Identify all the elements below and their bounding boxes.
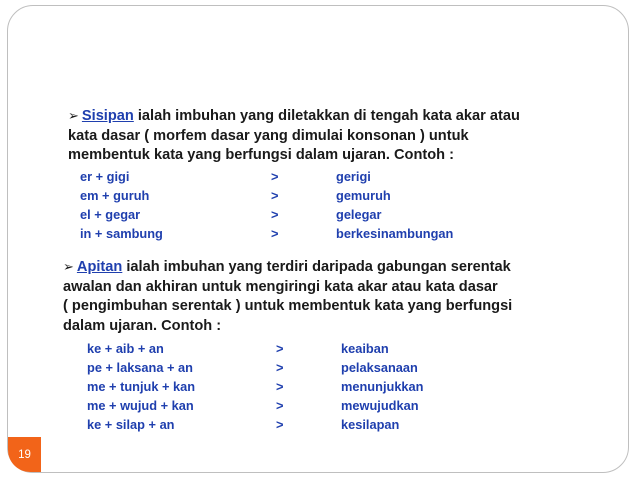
example-arrow: >	[276, 398, 284, 413]
arrow-bullet-icon: ➢	[68, 108, 79, 123]
example-arrow: >	[276, 341, 284, 356]
apitan-line-3: ( pengimbuhan serentak ) untuk membentuk kata yang berfungsi	[63, 298, 513, 314]
apitan-line-1	[63, 257, 512, 278]
example-arrow: >	[271, 188, 279, 203]
sisipan-line-3: membentuk kata yang berfungsi dalam ujaran. Contoh :	[68, 147, 454, 163]
example-formula: el + gegar	[80, 207, 141, 222]
example-result: pelaksanaan	[341, 360, 418, 375]
example-result: gelegar	[336, 207, 382, 222]
example-result: menunjukkan	[341, 379, 424, 394]
example-result: gerigi	[336, 169, 371, 184]
sisipan-examples	[80, 167, 500, 243]
example-arrow: >	[271, 226, 279, 241]
example-formula: in + sambung	[80, 226, 163, 241]
example-row	[87, 396, 507, 415]
apitan-line-2: awalan dan akhiran untuk mengiringi kata akar atau kata dasar	[63, 278, 498, 295]
apitan-line-1-text: ialah imbuhan yang terdiri daripada gabungan serentak	[122, 259, 511, 275]
example-result: kesilapan	[341, 417, 400, 432]
arrow-bullet-icon: ➢	[63, 259, 74, 274]
example-row	[80, 205, 500, 224]
example-row	[87, 415, 507, 434]
example-arrow: >	[276, 379, 284, 394]
example-formula: ke + aib + an	[87, 341, 164, 356]
example-row	[87, 339, 507, 358]
example-arrow: >	[271, 207, 279, 222]
example-result: keaiban	[341, 341, 389, 356]
example-result: mewujudkan	[341, 398, 419, 413]
example-formula: me + tunjuk + kan	[87, 379, 196, 394]
example-arrow: >	[276, 417, 284, 432]
apitan-examples	[87, 339, 507, 434]
example-arrow: >	[276, 360, 284, 375]
page-number-badge: 19	[8, 437, 41, 472]
apitan-line-4: dalam ujaran. Contoh :	[63, 317, 222, 334]
example-formula: me + wujud + kan	[87, 398, 194, 413]
example-formula: er + gigi	[80, 169, 130, 184]
example-row	[80, 224, 500, 243]
apitan-term: Apitan	[76, 259, 123, 275]
example-arrow: >	[271, 169, 279, 184]
example-row	[80, 186, 500, 205]
example-formula: ke + silap + an	[87, 417, 175, 432]
example-formula: em + guruh	[80, 188, 150, 203]
example-row	[80, 167, 500, 186]
sisipan-line-1	[68, 106, 520, 127]
sisipan-term: Sisipan	[81, 108, 134, 124]
example-result: berkesinambungan	[336, 226, 454, 241]
example-row	[87, 358, 507, 377]
sisipan-line-2: kata dasar ( morfem dasar yang dimulai konsonan ) untuk	[68, 127, 469, 144]
example-result: gemuruh	[336, 188, 391, 203]
sisipan-line-1-text: ialah imbuhan yang diletakkan di tengah kata akar atau	[133, 108, 520, 124]
example-row	[87, 377, 507, 396]
apitan-paragraph	[63, 257, 512, 336]
example-formula: pe + laksana + an	[87, 360, 193, 375]
sisipan-paragraph	[68, 106, 520, 166]
